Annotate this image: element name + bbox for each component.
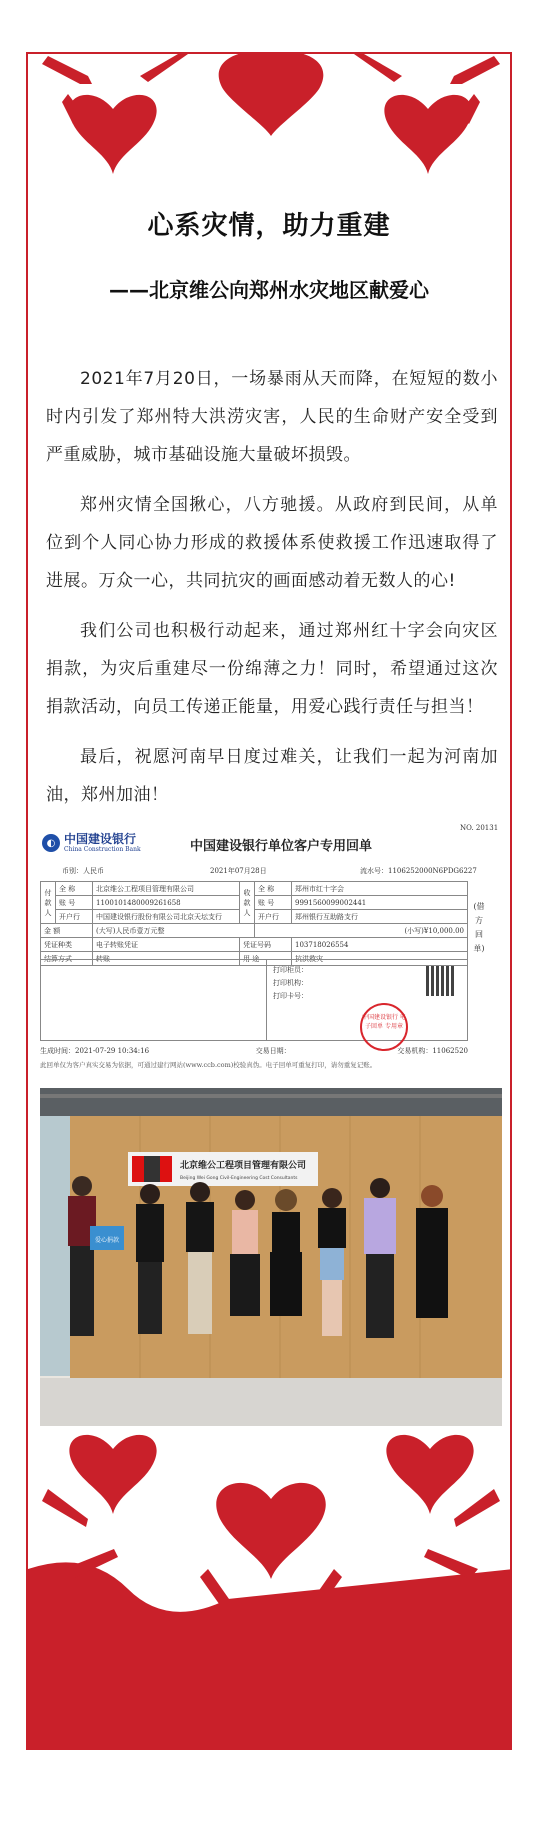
- payer-bank: 中国建设银行股份有限公司北京天坛支行: [93, 910, 240, 924]
- amount-text: (大写)人民币壹万元整: [93, 924, 255, 938]
- paragraph: 2021年7月20日，一场暴雨从天而降，在短短的数小时内引发了郑州特大洪涝灾害，人民的生命财产安全受到严重威胁，城市基础设施大量破坏损毁。: [46, 369, 498, 465]
- paragraph: 最后，祝愿河南早日度过难关，让我们一起为河南加油，郑州加油！: [46, 747, 498, 805]
- bank-receipt-image: [40, 814, 502, 1079]
- paragraph: 郑州灾情全国揪心，八方驰援。从政府到民间，从单位到个人同心协力形成的救援体系使救援工作迅速取得了进展。万众一心，共同抗灾的画面感动着无数人的心!: [46, 495, 498, 591]
- article-frame: [26, 52, 512, 1750]
- ccb-logo-icon: ◐: [42, 834, 60, 852]
- bank-stamp: 中国建设银行 电子回单 专用章: [360, 1003, 408, 1051]
- payee-bank: 郑州银行互助路支行: [292, 910, 468, 924]
- article-subtitle: ——北京维公向郑州水灾地区献爱心: [109, 278, 429, 302]
- heart-icon: [216, 1483, 325, 1579]
- receipt-date: 2021年07月28日: [210, 867, 267, 875]
- receipt-currency: 币别：人民币: [62, 867, 104, 875]
- receipt-title: 中国建设银行单位客户专用回单: [190, 839, 373, 854]
- company-sign: 北京维公工程项目管理有限公司: [180, 1161, 307, 1171]
- heart-icon: [386, 1435, 473, 1514]
- bank-name-en: China Construction Bank: [64, 846, 141, 853]
- hearts-hands-top-decoration: [28, 54, 512, 194]
- hearts-hands-bottom-decoration: [28, 1429, 512, 1750]
- payer-label: 付款人: [41, 882, 56, 924]
- payer-account: 1100101480009261658: [93, 896, 240, 910]
- heart-icon: [69, 95, 156, 174]
- paragraph: 我们公司也积极行动起来，通过郑州红十字会向灾区捐款，为灾后重建尽一份绵薄之力！同时，希望通过这次捐款活动，向员工传递正能量，用爱心践行责任与担当！: [46, 621, 498, 717]
- company-sign-en: Beijing Wei Gong Civil-Engineering Cost Consultants: [180, 1176, 298, 1181]
- purpose: 抗洪救灾: [292, 952, 468, 966]
- group-photo: [40, 1088, 502, 1426]
- article-body: [46, 360, 498, 826]
- article-title: 心系灾情，助力重建: [147, 211, 391, 241]
- donation-box-label: 爱心捐款: [95, 1237, 120, 1244]
- receipt-note: 此回单仅为客户真实交易为依据，可通过建行网站(www.ccb.com)校验真伪。电子回单可重复打印，请勿重复记账。: [40, 1061, 377, 1069]
- payer-name: 北京维公工程项目管理有限公司: [93, 882, 240, 896]
- payee-name: 郑州市红十字会: [292, 882, 468, 896]
- receipt-serial: 流水号：1106252000N6PDG6227: [360, 867, 477, 875]
- qr-code-icon: [426, 966, 456, 996]
- receipt-table: 付款人 全 称 北京维公工程项目管理有限公司 收款人 全 称 郑州市红十字会 账 号 1100101480009261658 账 号 9991560099002441 开户行 中国建设银行股份有限公司北京天坛支行 开户行 郑州银行互助路支行 金 额 (大写)人民币壹万元整 (小写)¥10,000.00 凭证种类 电子转账凭证 凭证号码 103718026554 结算方式 转账 用 途 抗洪救灾: [40, 881, 468, 966]
- receipt-number: NO. 20131: [460, 824, 499, 832]
- amount-num: (小写)¥10,000.00: [255, 924, 468, 938]
- heart-icon: [219, 54, 324, 136]
- voucher-type: 电子转账凭证: [93, 938, 240, 952]
- print-info: 打印柜员： 打印机构： 打印卡号：: [266, 960, 468, 1040]
- heart-icon: [384, 95, 471, 174]
- settle-method: 转账: [93, 952, 240, 966]
- payee-account: 9991560099002441: [292, 896, 468, 910]
- bank-name: 中国建设银行: [64, 832, 137, 846]
- payee-label: 收款人: [240, 882, 255, 924]
- heart-icon: [69, 1435, 156, 1514]
- bank-logo: [42, 833, 141, 853]
- receipt-side-note: (借方回单): [473, 902, 485, 953]
- voucher-no: 103718026554: [292, 938, 468, 952]
- receipt-footer: 生成时间：2021-07-29 10:34:16 交易日期： 交易机构：11062520: [40, 1047, 468, 1055]
